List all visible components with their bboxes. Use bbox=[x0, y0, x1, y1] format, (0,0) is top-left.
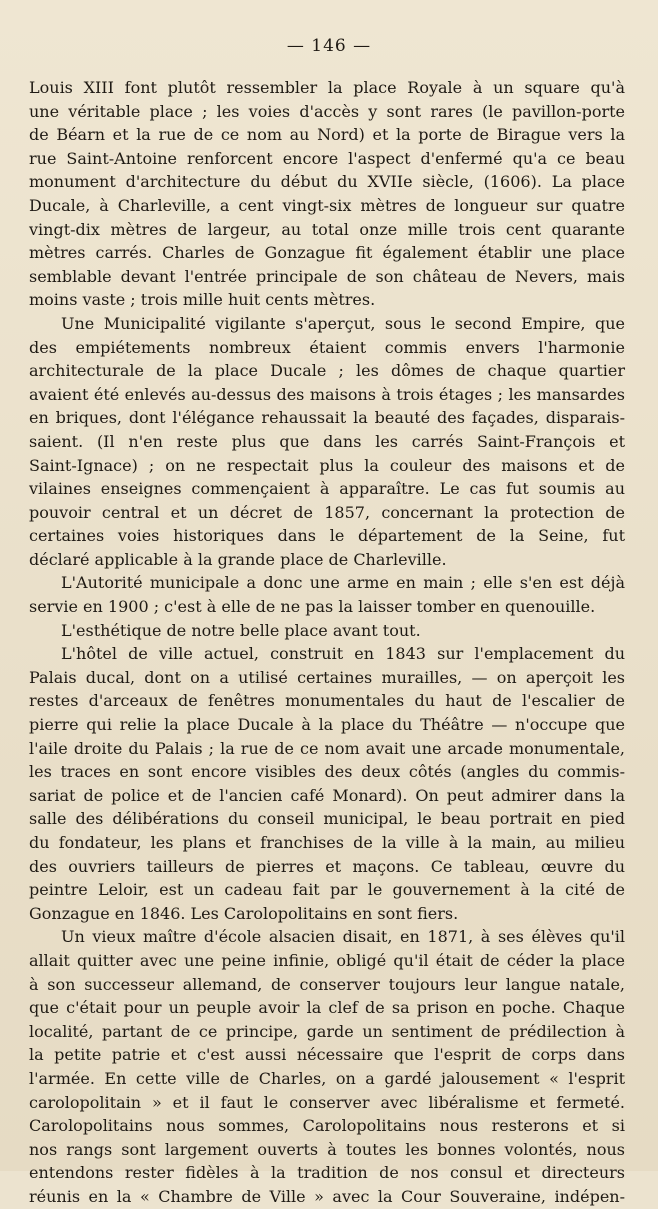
text-line: en briques, dont l'élégance rehaussait la beauté des façades, disparais- bbox=[29, 408, 625, 428]
text-line: peintre Leloir, est un cadeau fait par le gouvernement à la cité de bbox=[29, 880, 625, 900]
text-line: restes d'arceaux de fenêtres monumentales du haut de l'escalier de bbox=[29, 691, 625, 711]
text-line: Palais ducal, dont on a utilisé certaines murailles, — on aperçoit les bbox=[29, 667, 625, 687]
text-line: servie en 1900 ; c'est à elle de ne pas la laisser tomber en quenouille. bbox=[29, 597, 596, 617]
text-line: entendons rester fidèles à la tradition de nos consul et directeurs bbox=[29, 1163, 625, 1183]
text-line: nos rangs sont largement ouverts à toutes les bonnes volontés, nous bbox=[29, 1139, 625, 1159]
text-line: avaient été enlevés au-dessus des maisons à trois étages ; les mansardes bbox=[29, 384, 625, 404]
text-line: du fondateur, les plans et franchises de la ville à la main, au milieu bbox=[29, 833, 625, 852]
text-line: vingt-dix mètres de largeur, au total onze mille trois cent quarante bbox=[29, 219, 625, 239]
text-line: que c'était pour un peuple avoir la clef de sa prison en poche. Chaque bbox=[29, 998, 625, 1018]
text-line: L'hôtel de ville actuel, construit en 1843 sur l'emplacement du bbox=[61, 644, 625, 664]
text-line: mètres carrés. Charles de Gonzague fit également établir une place bbox=[29, 243, 625, 263]
text-line: vilaines enseignes commençaient à apparaître. Le cas fut soumis au bbox=[29, 479, 625, 499]
text-line: Saint-Ignace) ; on ne respectait plus la couleur des maisons et de bbox=[29, 455, 625, 475]
text-line: L'esthétique de notre belle place avant tout. bbox=[61, 620, 421, 640]
text-line: sariat de police et de l'ancien café Monard). On peut admirer dans la bbox=[29, 785, 625, 805]
text-line: localité, partant de ce principe, garde un sentiment de prédilection à bbox=[29, 1021, 625, 1041]
text-line: L'Autorité municipale a donc une arme en main ; elle s'en est déjà bbox=[61, 573, 625, 593]
text-line: Carolopolitains nous sommes, Carolopolitains nous resterons et si bbox=[29, 1116, 625, 1136]
text-line: une véritable place ; les voies d'accès y sont rares (le pavillon-porte bbox=[29, 101, 625, 121]
text-line: l'armée. En cette ville de Charles, on a gardé jalousement « l'esprit bbox=[29, 1068, 625, 1088]
text-line: l'aile droite du Palais ; la rue de ce nom avait une arcade monumentale, bbox=[29, 738, 625, 758]
text-line: carolopolitain » et il faut le conserver avec libéralisme et fermeté. bbox=[29, 1092, 625, 1112]
text-line: à son successeur allemand, de conserver toujours leur langue natale, bbox=[29, 974, 625, 994]
text-line: pierre qui relie la place Ducale à la place du Théâtre — n'occupe que bbox=[29, 715, 625, 735]
text-line: les traces en sont encore visibles des deux côtés (angles du commis- bbox=[29, 762, 625, 782]
text-line: Une Municipalité vigilante s'aperçut, sous le second Empire, que bbox=[61, 313, 625, 333]
text-line: monument d'architecture du début du XVIIe siècle, (1606). La place bbox=[29, 172, 625, 192]
text-line: rue Saint-Antoine renforcent encore l'aspect d'enfermé qu'a ce beau bbox=[29, 148, 625, 168]
text-line: des empiétements nombreux étaient commis envers l'harmonie bbox=[29, 337, 625, 357]
text-line: réunis en la « Chambre de Ville » avec la Cour Souveraine, indépen- bbox=[29, 1186, 625, 1206]
page-number: — 146 — bbox=[286, 36, 372, 56]
text-line: Un vieux maître d'école alsacien disait, en 1871, à ses élèves qu'il bbox=[61, 927, 625, 947]
text-line: salle des délibérations du conseil municipal, le beau portrait en pied bbox=[29, 809, 625, 829]
text-line: de Béarn et la rue de ce nom au Nord) et la porte de Birague vers la bbox=[29, 125, 625, 145]
text-line: certaines voies historiques dans le département de la Seine, fut bbox=[29, 526, 625, 546]
text-line: Louis XIII font plutôt ressembler la place Royale à un square qu'à bbox=[29, 78, 625, 97]
text-line: saient. (Il n'en reste plus que dans les carrés Saint-François et bbox=[29, 431, 625, 451]
text-line: architecturale de la place Ducale ; les dômes de chaque quartier bbox=[29, 361, 625, 381]
text-line: Ducale, à Charleville, a cent vingt-six mètres de longueur sur quatre bbox=[29, 195, 625, 215]
text-line: allait quitter avec une peine infinie, obligé qu'il était de céder la place bbox=[29, 950, 625, 970]
text-line: Gonzague en 1846. Les Carolopolitains en sont fiers. bbox=[29, 903, 459, 923]
text-line: la petite patrie et c'est aussi nécessaire que l'esprit de corps dans bbox=[29, 1045, 625, 1065]
text-line: moins vaste ; trois mille huit cents mètres. bbox=[29, 290, 376, 310]
text-line: des ouvriers tailleurs de pierres et maçons. Ce tableau, œuvre du bbox=[29, 856, 625, 876]
body-text bbox=[29, 76, 625, 1209]
text-line: semblable devant l'entrée principale de son château de Nevers, mais bbox=[29, 266, 625, 286]
text-line: pouvoir central et un décret de 1857, concernant la protection de bbox=[29, 502, 625, 522]
text-line: déclaré applicable à la grande place de Charleville. bbox=[29, 549, 447, 569]
